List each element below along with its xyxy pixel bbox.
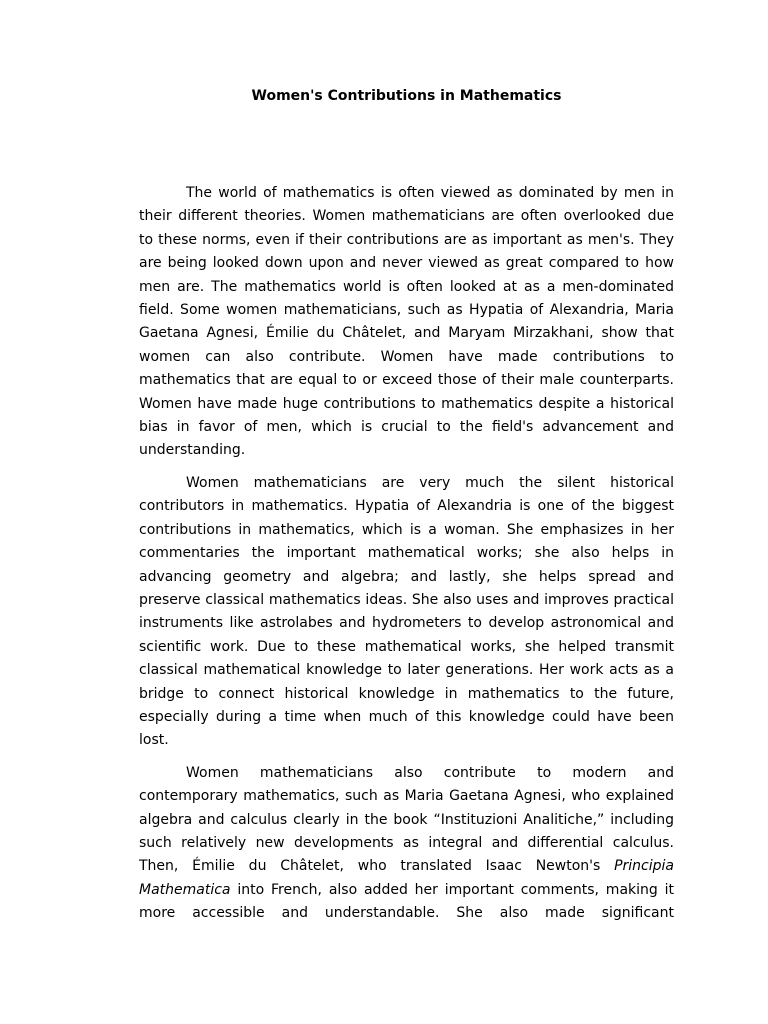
document-title: Women's Contributions in Mathematics [251,88,562,104]
book-title-italic: Principia Mathematica [139,858,674,898]
paragraph-2: Women mathematicians are very much the silent historical contributors in mathematics. Hypatia of Alexandria is one of the biggest contributions in mathematics, which is a woman. She emphasizes in her commentaries the important mathematical works; she also helps in advancing geometry and algebra; and lastly, she helps spread and preserve classical mathematics ideas. She also uses and improves practical instruments like astrolabes and hydrometers to develop astronomical and scientific work. Due to these mathematical works, she helped transmit classical mathematical knowledge to later generations. Her work acts as a bridge to connect historical knowledge in mathematics to the future, especially during a time when much of this knowledge could have been lost. [139,474,674,749]
paragraph-3-text-b: into French, also added her important comments, making it more accessible and understandable. She also made significant [139,881,674,922]
paragraph-3 [139,762,674,926]
document-body [139,182,674,927]
paragraph-1: The world of mathematics is often viewed as dominated by men in their different theories. Women mathematicians are often overlooked due to these norms, even if their contributions are as important as men's. They are being looked down upon and never viewed as great compared to how men are. The mathematics world is often looked at as a men-dominated field. Some women mathematicians, such as Hypatia of Alexandria, Maria Gaetana Agnesi, Émilie du Châtelet, and Maryam Mirzakhani, show that women can also contribute. Women have made contributions to mathematics that are equal to or exceed those of their male counterparts. Women have made huge contributions to mathematics despite a historical bias in favor of men, which is crucial to the field's advancement and understanding. [139,185,674,459]
paragraph-3-text-a: Women mathematicians also contribute to modern and contemporary mathematics, such as Maria Gaetana Agnesi, who explained algebra and calculus clearly in the book “Instituzioni Analitiche,” including such relatively new developments as integral and differential calculus. Then, Émilie du Châtelet, who translated Isaac Newton's [139,764,674,875]
